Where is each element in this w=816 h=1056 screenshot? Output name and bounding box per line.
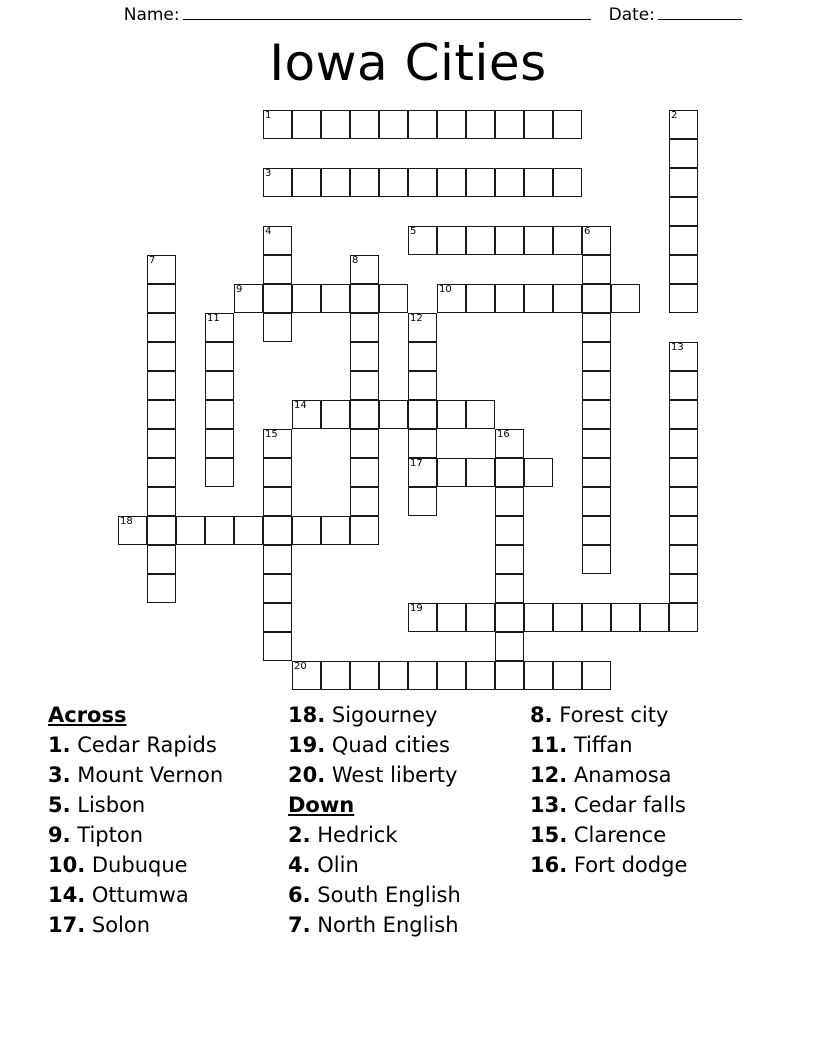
grid-cell-start-7[interactable] bbox=[147, 255, 176, 284]
clue-answer-text: Clarence bbox=[567, 823, 667, 847]
grid-cell[interactable] bbox=[350, 661, 379, 690]
grid-cell[interactable] bbox=[466, 603, 495, 632]
grid-cell-start-12[interactable] bbox=[408, 313, 437, 342]
grid-cell[interactable] bbox=[234, 516, 263, 545]
down-heading: Down bbox=[288, 793, 355, 817]
cell-number: 16 bbox=[497, 429, 510, 440]
grid-cell[interactable] bbox=[669, 255, 698, 284]
cell-number: 3 bbox=[265, 168, 272, 179]
grid-cell[interactable] bbox=[669, 226, 698, 255]
grid-cell[interactable] bbox=[669, 284, 698, 313]
clue-answer-text: Solon bbox=[85, 913, 151, 937]
cell-number: 18 bbox=[120, 516, 133, 527]
clue-number: 13. bbox=[530, 793, 568, 817]
grid-cell-start-20[interactable] bbox=[292, 661, 321, 690]
grid-cell[interactable] bbox=[147, 371, 176, 400]
grid-cell[interactable] bbox=[495, 545, 524, 574]
grid-cell[interactable] bbox=[437, 458, 466, 487]
grid-cell[interactable] bbox=[321, 661, 350, 690]
grid-cell[interactable] bbox=[669, 487, 698, 516]
page-title: Iowa Cities bbox=[269, 34, 547, 92]
clue-number: 4. bbox=[288, 853, 311, 877]
grid-cell[interactable] bbox=[205, 516, 234, 545]
clue-item bbox=[48, 730, 288, 760]
clue-number: 15. bbox=[530, 823, 568, 847]
grid-cell[interactable] bbox=[611, 284, 640, 313]
clue-item bbox=[288, 820, 528, 850]
grid-cell[interactable] bbox=[582, 400, 611, 429]
grid-cell[interactable] bbox=[437, 400, 466, 429]
grid-cell[interactable] bbox=[466, 226, 495, 255]
clue-answer-text: Forest city bbox=[552, 703, 669, 727]
clue-answer-text: Mount Vernon bbox=[70, 763, 224, 787]
grid-cell[interactable] bbox=[495, 603, 524, 632]
grid-cell-start-16[interactable] bbox=[495, 429, 524, 458]
grid-cell[interactable] bbox=[205, 342, 234, 371]
grid-cell-start-11[interactable] bbox=[205, 313, 234, 342]
grid-cell[interactable] bbox=[495, 284, 524, 313]
clue-answer-text: South English bbox=[310, 883, 461, 907]
across-clue-list-part2 bbox=[288, 700, 528, 790]
grid-cell[interactable] bbox=[408, 487, 437, 516]
grid-cell[interactable] bbox=[350, 429, 379, 458]
grid-cell[interactable] bbox=[582, 545, 611, 574]
grid-cell[interactable] bbox=[669, 400, 698, 429]
clue-number: 1. bbox=[48, 733, 71, 757]
clue-number: 12. bbox=[530, 763, 568, 787]
clue-number: 5. bbox=[48, 793, 71, 817]
grid-cell[interactable] bbox=[437, 661, 466, 690]
grid-cell[interactable] bbox=[582, 371, 611, 400]
grid-cell[interactable] bbox=[263, 574, 292, 603]
clue-answer-text: Quad cities bbox=[325, 733, 450, 757]
clue-item bbox=[288, 910, 528, 940]
grid-cell[interactable] bbox=[495, 574, 524, 603]
clue-item bbox=[48, 850, 288, 880]
grid-cell[interactable] bbox=[147, 313, 176, 342]
grid-cell[interactable] bbox=[466, 400, 495, 429]
grid-cell-start-8[interactable] bbox=[350, 255, 379, 284]
grid-cell-start-17[interactable] bbox=[408, 458, 437, 487]
grid-cell[interactable] bbox=[553, 603, 582, 632]
grid-cell[interactable] bbox=[350, 342, 379, 371]
grid-cell-start-6[interactable] bbox=[582, 226, 611, 255]
grid-cell[interactable] bbox=[263, 545, 292, 574]
grid-cell-start-5[interactable] bbox=[408, 226, 437, 255]
cell-number: 15 bbox=[265, 429, 278, 440]
cell-number: 5 bbox=[410, 226, 417, 237]
across-clue-list-part1 bbox=[48, 730, 288, 940]
grid-cell-start-10[interactable] bbox=[437, 284, 466, 313]
clue-number: 3. bbox=[48, 763, 71, 787]
clue-number: 7. bbox=[288, 913, 311, 937]
grid-cell[interactable] bbox=[147, 400, 176, 429]
grid-cell[interactable] bbox=[669, 139, 698, 168]
grid-cell[interactable] bbox=[408, 110, 437, 139]
clue-item bbox=[530, 820, 790, 850]
grid-cell[interactable] bbox=[321, 400, 350, 429]
name-label: Name: bbox=[123, 5, 180, 25]
clue-item bbox=[48, 880, 288, 910]
grid-cell[interactable] bbox=[408, 429, 437, 458]
grid-cell[interactable] bbox=[263, 255, 292, 284]
clue-answer-text: Tiffan bbox=[567, 733, 633, 757]
clue-lists bbox=[0, 700, 816, 950]
grid-cell[interactable] bbox=[147, 458, 176, 487]
clue-item bbox=[48, 820, 288, 850]
clue-answer-text: Olin bbox=[310, 853, 359, 877]
grid-cell[interactable] bbox=[582, 284, 611, 313]
grid-cell[interactable] bbox=[640, 603, 669, 632]
cell-number: 9 bbox=[236, 284, 243, 295]
down-clue-list-part1 bbox=[288, 820, 528, 940]
clue-answer-text: Tipton bbox=[70, 823, 144, 847]
grid-cell[interactable] bbox=[582, 661, 611, 690]
grid-cell[interactable] bbox=[524, 284, 553, 313]
cell-number: 4 bbox=[265, 226, 272, 237]
grid-cell[interactable] bbox=[437, 226, 466, 255]
clue-answer-text: Anamosa bbox=[567, 763, 672, 787]
grid-cell[interactable] bbox=[292, 516, 321, 545]
clue-answer-text: Sigourney bbox=[325, 703, 438, 727]
grid-cell[interactable] bbox=[321, 284, 350, 313]
clue-answer-text: North English bbox=[310, 913, 459, 937]
grid-cell[interactable] bbox=[263, 632, 292, 661]
clue-item bbox=[48, 790, 288, 820]
clue-answer-text: Ottumwa bbox=[85, 883, 189, 907]
grid-cell[interactable] bbox=[205, 429, 234, 458]
clue-number: 19. bbox=[288, 733, 326, 757]
grid-cell[interactable] bbox=[495, 226, 524, 255]
clue-column-2 bbox=[288, 700, 528, 940]
grid-cell[interactable] bbox=[147, 429, 176, 458]
grid-cell[interactable] bbox=[176, 516, 205, 545]
clue-number: 11. bbox=[530, 733, 568, 757]
grid-cell[interactable] bbox=[321, 110, 350, 139]
clue-answer-text: West liberty bbox=[325, 763, 458, 787]
clue-answer-text: Cedar Rapids bbox=[70, 733, 217, 757]
grid-cell[interactable] bbox=[263, 516, 292, 545]
clue-number: 16. bbox=[530, 853, 568, 877]
grid-cell[interactable] bbox=[466, 168, 495, 197]
grid-cell[interactable] bbox=[147, 545, 176, 574]
grid-cell[interactable] bbox=[147, 342, 176, 371]
cell-number: 12 bbox=[410, 313, 423, 324]
grid-cell[interactable] bbox=[524, 458, 553, 487]
grid-cell[interactable] bbox=[263, 313, 292, 342]
grid-cell-start-2[interactable] bbox=[669, 110, 698, 139]
grid-cell-start-19[interactable] bbox=[408, 603, 437, 632]
clue-answer-text: Hedrick bbox=[310, 823, 398, 847]
grid-cell[interactable] bbox=[205, 400, 234, 429]
grid-cell-start-3[interactable] bbox=[263, 168, 292, 197]
grid-cell[interactable] bbox=[263, 603, 292, 632]
cell-number: 19 bbox=[410, 603, 423, 614]
grid-cell[interactable] bbox=[437, 603, 466, 632]
grid-cell[interactable] bbox=[524, 603, 553, 632]
clue-item bbox=[288, 850, 528, 880]
grid-cell[interactable] bbox=[669, 429, 698, 458]
grid-cell[interactable] bbox=[263, 284, 292, 313]
grid-cell[interactable] bbox=[495, 632, 524, 661]
grid-cell[interactable] bbox=[669, 371, 698, 400]
clue-item bbox=[530, 760, 790, 790]
clue-item bbox=[48, 910, 288, 940]
clue-answer-text: Fort dodge bbox=[567, 853, 688, 877]
clue-column-1 bbox=[48, 700, 288, 940]
grid-cell[interactable] bbox=[350, 168, 379, 197]
grid-cell[interactable] bbox=[669, 574, 698, 603]
grid-cell[interactable] bbox=[495, 487, 524, 516]
grid-cell[interactable] bbox=[495, 110, 524, 139]
grid-cell[interactable] bbox=[350, 487, 379, 516]
clue-number: 14. bbox=[48, 883, 86, 907]
cell-number: 14 bbox=[294, 400, 307, 411]
clue-answer-text: Lisbon bbox=[70, 793, 146, 817]
cell-number: 17 bbox=[410, 458, 423, 469]
grid-cell[interactable] bbox=[350, 516, 379, 545]
clue-number: 2. bbox=[288, 823, 311, 847]
grid-cell[interactable] bbox=[495, 661, 524, 690]
grid-cell[interactable] bbox=[553, 226, 582, 255]
clue-item bbox=[530, 790, 790, 820]
grid-cell[interactable] bbox=[379, 400, 408, 429]
grid-cell[interactable] bbox=[437, 168, 466, 197]
grid-cell[interactable] bbox=[582, 458, 611, 487]
grid-cell[interactable] bbox=[553, 168, 582, 197]
clue-item bbox=[288, 700, 528, 730]
grid-cell[interactable] bbox=[263, 487, 292, 516]
grid-cell[interactable] bbox=[292, 284, 321, 313]
grid-cell[interactable] bbox=[350, 110, 379, 139]
grid-cell-start-1[interactable] bbox=[263, 110, 292, 139]
clue-item bbox=[288, 760, 528, 790]
clue-number: 20. bbox=[288, 763, 326, 787]
cell-number: 13 bbox=[671, 342, 684, 353]
grid-cell[interactable] bbox=[147, 516, 176, 545]
grid-cell[interactable] bbox=[321, 516, 350, 545]
grid-cell[interactable] bbox=[582, 603, 611, 632]
grid-cell[interactable] bbox=[669, 458, 698, 487]
grid-cell[interactable] bbox=[379, 284, 408, 313]
grid-cell-start-13[interactable] bbox=[669, 342, 698, 371]
grid-cell[interactable] bbox=[495, 516, 524, 545]
clue-number: 10. bbox=[48, 853, 86, 877]
grid-cell[interactable] bbox=[582, 429, 611, 458]
cell-number: 11 bbox=[207, 313, 220, 324]
grid-cell[interactable] bbox=[408, 371, 437, 400]
grid-cell[interactable] bbox=[582, 516, 611, 545]
grid-cell[interactable] bbox=[466, 458, 495, 487]
clue-item bbox=[48, 760, 288, 790]
grid-cell[interactable] bbox=[524, 226, 553, 255]
grid-cell[interactable] bbox=[408, 342, 437, 371]
grid-cell[interactable] bbox=[350, 284, 379, 313]
clue-answer-text: Dubuque bbox=[85, 853, 188, 877]
clue-item bbox=[288, 880, 528, 910]
clue-number: 9. bbox=[48, 823, 71, 847]
grid-cell[interactable] bbox=[466, 661, 495, 690]
grid-cell[interactable] bbox=[350, 458, 379, 487]
grid-cell[interactable] bbox=[350, 400, 379, 429]
grid-cell[interactable] bbox=[466, 284, 495, 313]
grid-cell[interactable] bbox=[553, 284, 582, 313]
grid-cell[interactable] bbox=[524, 168, 553, 197]
grid-cell[interactable] bbox=[205, 458, 234, 487]
grid-cell[interactable] bbox=[147, 284, 176, 313]
grid-cell[interactable] bbox=[524, 661, 553, 690]
clue-number: 6. bbox=[288, 883, 311, 907]
grid-cell[interactable] bbox=[408, 400, 437, 429]
date-label: Date: bbox=[608, 5, 655, 25]
across-heading: Across bbox=[48, 703, 127, 727]
grid-cell[interactable] bbox=[379, 110, 408, 139]
grid-cell[interactable] bbox=[263, 458, 292, 487]
grid-cell[interactable] bbox=[321, 168, 350, 197]
grid-cell[interactable] bbox=[408, 168, 437, 197]
grid-cell[interactable] bbox=[205, 371, 234, 400]
grid-cell-start-18[interactable] bbox=[118, 516, 147, 545]
clue-item bbox=[288, 730, 528, 760]
grid-cell-start-15[interactable] bbox=[263, 429, 292, 458]
grid-cell[interactable] bbox=[553, 110, 582, 139]
grid-cell[interactable] bbox=[466, 110, 495, 139]
grid-cell[interactable] bbox=[582, 313, 611, 342]
down-clue-list-part2 bbox=[530, 700, 790, 880]
clue-number: 8. bbox=[530, 703, 553, 727]
cell-number: 10 bbox=[439, 284, 452, 295]
clue-item bbox=[530, 700, 790, 730]
grid-cell[interactable] bbox=[611, 603, 640, 632]
grid-cell[interactable] bbox=[669, 197, 698, 226]
grid-cell-start-14[interactable] bbox=[292, 400, 321, 429]
grid-cell[interactable] bbox=[495, 168, 524, 197]
grid-cell[interactable] bbox=[379, 661, 408, 690]
grid-cell[interactable] bbox=[582, 342, 611, 371]
grid-cell[interactable] bbox=[292, 168, 321, 197]
cell-number: 20 bbox=[294, 661, 307, 672]
clue-column-3 bbox=[530, 700, 790, 880]
clue-item bbox=[530, 730, 790, 760]
grid-cell[interactable] bbox=[437, 110, 466, 139]
grid-cell-start-4[interactable] bbox=[263, 226, 292, 255]
grid-cell[interactable] bbox=[495, 458, 524, 487]
clue-answer-text: Cedar falls bbox=[567, 793, 686, 817]
grid-cell[interactable] bbox=[669, 516, 698, 545]
grid-cell-start-9[interactable] bbox=[234, 284, 263, 313]
grid-cell[interactable] bbox=[147, 574, 176, 603]
grid-cell[interactable] bbox=[553, 661, 582, 690]
cell-number: 7 bbox=[149, 255, 156, 266]
grid-cell[interactable] bbox=[524, 110, 553, 139]
grid-cell[interactable] bbox=[669, 168, 698, 197]
grid-cell[interactable] bbox=[350, 371, 379, 400]
grid-cell[interactable] bbox=[582, 487, 611, 516]
clue-number: 17. bbox=[48, 913, 86, 937]
cell-number: 2 bbox=[671, 110, 678, 121]
cell-number: 8 bbox=[352, 255, 359, 266]
grid-cell[interactable] bbox=[292, 110, 321, 139]
grid-cell[interactable] bbox=[582, 255, 611, 284]
cell-number: 1 bbox=[265, 110, 272, 121]
grid-cell[interactable] bbox=[408, 661, 437, 690]
clue-number: 18. bbox=[288, 703, 326, 727]
grid-cell[interactable] bbox=[379, 168, 408, 197]
clue-item bbox=[530, 850, 790, 880]
grid-cell[interactable] bbox=[669, 603, 698, 632]
grid-cell[interactable] bbox=[147, 487, 176, 516]
cell-number: 6 bbox=[584, 226, 591, 237]
grid-cell[interactable] bbox=[669, 545, 698, 574]
grid-cell[interactable] bbox=[350, 313, 379, 342]
